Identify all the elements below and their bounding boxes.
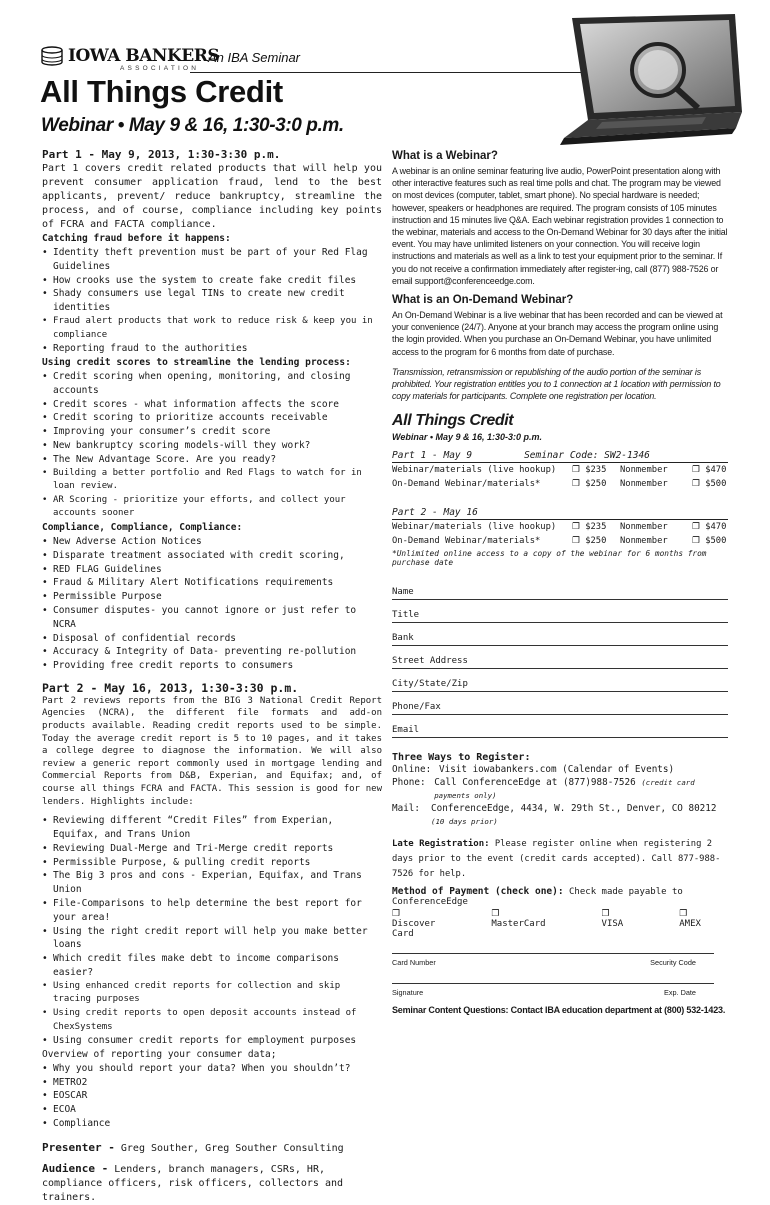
list-item: • Reviewing Dual-Merge and Tri-Merge credit reports [42,842,382,856]
member-checkbox[interactable]: ❐ [572,465,580,476]
list-item: • New bankruptcy scoring models-will they work? [42,439,382,453]
price-row [392,477,728,491]
list-item: • Credit scoring when opening, monitoring, and closing accounts [42,370,382,398]
part2-intro: Part 2 reviews reports from the BIG 3 National Credit Report Agencies (NCRA), the different file formats and add-on products available. Reading credit reports used to be simple. Today the average credit report is 5 to 10 pages, and it takes a college degree to diagnose the information. We will also review a generic report commonly used in mortgage lending and Commercial Reports from D&B, Experian, and Equifax; and, of course all things FCRA and FACTA. This session is good for new lenders. Highlights include: [42,695,382,807]
amex-option[interactable]: ❐ AMEX [679,909,701,930]
list-item: • AR Scoring - prioritize your efforts, and collect your accounts sooner [42,494,382,521]
list-item: • Reviewing different “Credit Files” from Experian, Equifax, and Trans Union [42,814,382,842]
nonmember-checkbox[interactable]: ❐ [692,479,700,490]
list-item: • Shady consumers use legal TINs to create new credit identities [42,287,382,315]
phone-fax-field[interactable]: Phone/Fax [392,692,728,715]
page-subtitle: Webinar • May 9 & 16, 1:30-3:0 p.m. [41,115,344,136]
list-item: • The New Advantage Score. Are you ready? [42,453,382,467]
list-item: • METRO2 [42,1076,382,1090]
overview-line: Overview of reporting your consumer data; [42,1048,277,1060]
registration-title: All Things Credit [392,412,514,430]
signature-field[interactable]: Signature Exp. Date [392,983,714,997]
list-item: • New Adverse Action Notices [42,535,382,549]
payment-method [392,886,728,907]
list-item: • Disparate treatment associated with credit scoring, [42,549,382,563]
register-phone: Phone: Call ConferenceEdge at (877)988-7526 (credit card payments only) [392,777,695,801]
seminar-tag: An IBA Seminar [208,50,301,65]
nonmember-label: Nonmember [620,536,668,547]
list-item: • Permissible Purpose, & pulling credit reports [42,856,382,870]
three-ways-heading: Three Ways to Register: [392,752,531,764]
nonmember-checkbox[interactable]: ❐ [692,465,700,476]
discover-option[interactable]: ❐ Discover Card [392,909,436,940]
section3-list [42,535,382,673]
register-online-link[interactable]: Visit iowabankers.com (Calendar of Events) [439,764,675,776]
member-checkbox[interactable]: ❐ [572,522,580,533]
section2-title: Using credit scores to streamline the lending process: [42,356,351,368]
part2-list-b [42,1062,382,1131]
transmission-note: Transmission, retransmission or republishing of the audio portion of the seminar is prohibited. Your registration entitles you to 1 connection at 1 location with permission to copy materials for participants. Complete one registration per location. [392,366,721,402]
webinar-heading: What is a Webinar? [392,150,498,162]
member-price: $250 [585,536,607,547]
right-column [392,150,728,1015]
nonmember-price: $470 [705,522,727,533]
page-title: All Things Credit [40,74,283,109]
list-item: • Which credit files make debt to income comparisons easier? [42,952,382,980]
list-item: • Using consumer credit reports for employment purposes [42,1034,382,1048]
name-field[interactable]: Name [392,577,728,600]
payment-options [392,909,728,939]
presenter [42,1141,382,1156]
list-item: • Compliance [42,1117,382,1131]
email-field[interactable]: Email [392,715,728,738]
audience-value: Lenders, branch managers, CSRs, HR, compliance officers, risk officers, collectors and trainers. [42,1163,344,1203]
member-price: $235 [585,522,607,533]
price-label: Webinar/materials (live hookup) [392,522,557,533]
nonmember-price: $500 [705,536,727,547]
list-item: • Identity theft prevention must be part of your Red Flag Guidelines [42,246,382,274]
registration-date: Webinar • May 9 & 16, 1:30-3:0 p.m. [392,432,543,443]
section1-title: Catching fraud before it happens: [42,233,231,244]
price-row [392,463,728,477]
member-checkbox[interactable]: ❐ [572,536,580,547]
register-online: Online: Visit iowabankers.com (Calendar of Events) [392,764,675,776]
nonmember-checkbox[interactable]: ❐ [692,536,700,547]
list-item: • Credit scoring to prioritize accounts receivable [42,411,382,425]
nonmember-checkbox[interactable]: ❐ [692,522,700,533]
nonmember-label: Nonmember [620,479,668,490]
price-label: On-Demand Webinar/materials* [392,479,541,490]
price-row [392,534,728,548]
list-item: • Improving your consumer’s credit score [42,425,382,439]
visa-option[interactable]: ❐ VISA [601,909,624,930]
nonmember-price: $500 [705,479,727,490]
audience [42,1162,382,1205]
mastercard-option[interactable]: ❐ MasterCard [491,909,546,930]
list-item: • Using the right credit report will help you make better loans [42,925,382,953]
unlimited-note: *Unlimited online access to a copy of the webinar for 6 months from purchase date [392,549,707,568]
iba-logo-icon [40,46,64,68]
content-questions: Seminar Content Questions: Contact IBA education department at (800) 532-1423. [392,1005,726,1016]
part1-intro: Part 1 covers credit related products that will help you prevent consumer application fraud, lend to the best applicants, prevent/ reduce bankruptcy, streamline the process, and of course, compliance including key points of FCRA and FACTA compliance. [42,163,382,230]
list-item: • RED FLAG Guidelines [42,563,382,577]
payment-text: Check made payable to ConferenceEdge [392,887,683,908]
list-item: • Building a better portfolio and Red Flags to watch for in loan review. [42,467,382,494]
part2-list [42,814,382,1048]
list-item: • Disposal of confidential records [42,632,382,646]
seminar-code: Seminar Code: SW2-1346 [524,450,650,462]
section1-list [42,246,382,356]
laptop-illustration-icon [510,10,750,150]
member-checkbox[interactable]: ❐ [572,479,580,490]
part2-row-header [392,507,728,520]
list-item: • Why you should report your data? When you shouldn’t? [42,1062,382,1076]
part1-row-header [392,450,728,463]
list-item: • Permissible Purpose [42,590,382,604]
list-item: • Accuracy & Integrity of Data- preventing re-pollution [42,645,382,659]
logo-sub: ASSOCIATION [120,65,200,72]
list-item: • Using credit reports to open deposit accounts instead of ChexSystems [42,1007,382,1034]
list-item: • Reporting fraud to the authorities [42,342,382,356]
registration-fields [392,577,728,738]
list-item: • Fraud & Military Alert Notifications requirements [42,576,382,590]
part1-label: Part 1 - May 9 [392,450,473,462]
ondemand-heading: What is an On-Demand Webinar? [392,294,574,307]
late-label: Late Registration: [392,839,490,850]
bank-field[interactable]: Bank [392,623,728,646]
nonmember-price: $470 [705,465,727,476]
nonmember-label: Nonmember [620,522,668,533]
audience-label: Audience - [42,1161,109,1175]
section2-list [42,370,382,521]
list-item: • ECOA [42,1103,382,1117]
list-item: • Consumer disputes- you cannot ignore or just refer to NCRA [42,604,382,632]
payment-label: Method of Payment (check one): [392,886,564,898]
member-price: $235 [585,465,607,476]
part2-label: Part 2 - May 16 [392,507,478,519]
list-item: • How crooks use the system to create fake credit files [42,274,382,288]
late-registration [392,837,728,882]
webinar-body: A webinar is an online seminar featuring live audio, PowerPoint presentation along with other interactive features such as real time polls and chat. The program may be viewed on most devices (computer, tablet, smart phone). No special hardware is needed; however, speakers or headphones are required. The program consists of 105 minutes instruction and 15 minutes live Q&A. Each webinar registration provides 1 connection to the webinar, materials and access to the On-Demand Webinar for 30 days after the initial event. You may have unlimited listeners on your connection. You will receive login instructions and materials as well as a link to test your equipment prior to the seminar. If you do not receive a confirmation immediately after register-ing, call (877) 988-7526 or email support@conferenceedge.com. [392,166,728,286]
logo-name: IOWA BANKERS [68,46,220,66]
member-price: $250 [585,479,607,490]
price-label: Webinar/materials (live hookup) [392,465,557,476]
list-item: • Providing free credit reports to consumers [42,659,382,673]
presenter-label: Presenter - [42,1140,115,1154]
list-item: • File-Comparisons to help determine the best report for your area! [42,897,382,925]
list-item: • Using enhanced credit reports for collection and skip tracing purposes [42,980,382,1007]
price-row [392,520,728,534]
section3-title: Compliance, Compliance, Compliance: [42,521,243,533]
title-field[interactable]: Title [392,600,728,623]
list-item: • Credit scores - what information affects the score [42,398,382,412]
list-item: • EOSCAR [42,1089,382,1103]
list-item: • Fraud alert products that work to reduce risk & keep you in compliance [42,315,382,342]
part2-heading: Part 2 - May 16, 2013, 1:30-3:30 p.m. [42,680,299,695]
city-state-zip-field[interactable]: City/State/Zip [392,669,728,692]
register-mail: Mail: ConferenceEdge, 4434, W. 29th St., Denver, CO 80212 (10 days prior) [392,803,717,827]
part1-heading: Part 1 - May 9, 2013, 1:30-3:30 p.m. [42,148,281,161]
ondemand-body: An On-Demand Webinar is a live webinar that has been recorded and can be viewed at your convenience (24/7). Anyone at your branch may access the program online using the login provided. When you purchase an On-Demand Webinar, you have unlimited access to the program for 6 months from date of purchase. [392,310,723,357]
late-text: Please register online when registering 2 days prior to the event (credit cards accepted). Call 877-988-7526 for help. [392,839,721,880]
street-address-field[interactable]: Street Address [392,646,728,669]
presenter-value: Greg Souther, Greg Souther Consulting [120,1142,344,1154]
price-label: On-Demand Webinar/materials* [392,536,541,547]
left-column [42,148,382,1205]
list-item: • The Big 3 pros and cons - Experian, Equifax, and Trans Union [42,869,382,897]
card-number-field[interactable]: Card Number Security Code [392,953,714,967]
nonmember-label: Nonmember [620,465,668,476]
